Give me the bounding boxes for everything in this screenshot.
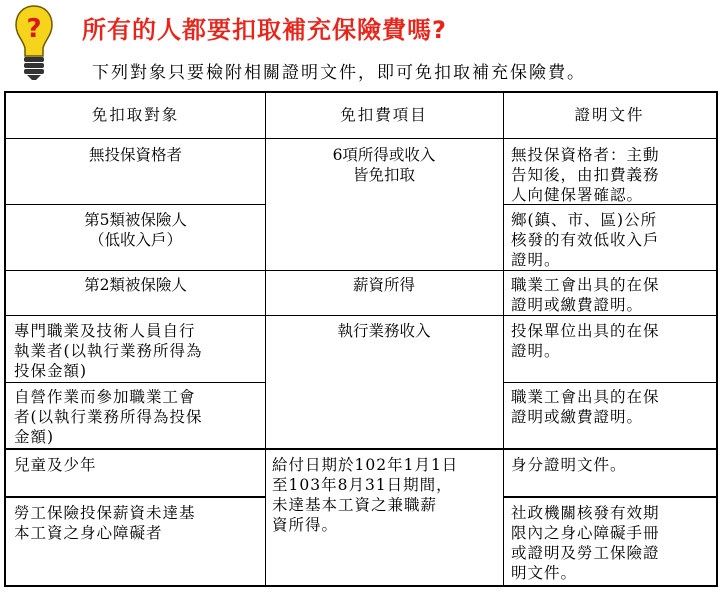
cell-text-line: 執業者(以執行業務所得為 bbox=[14, 342, 203, 360]
cell-text-line: 證明。 bbox=[511, 342, 561, 360]
cell-text-line: 告知後，由扣費義務 bbox=[511, 166, 660, 184]
cell-text-line: （低收入戶） bbox=[88, 231, 182, 249]
lightbulb-question-icon bbox=[14, 4, 54, 82]
cell-text-line: 投保單位出具的在保 bbox=[511, 322, 660, 340]
cell-text-line: 證明或繳費證明。 bbox=[511, 408, 644, 426]
cell-text-line: 專門職業及技術人員自行 bbox=[14, 322, 196, 340]
cell-text-line: 執行業務收入 bbox=[337, 322, 431, 340]
table-rule bbox=[6, 315, 716, 316]
row-6-doc bbox=[511, 455, 716, 475]
cell-text-line: 給付日期於102年1月1日 bbox=[272, 456, 459, 474]
merged-item-rows-1-2 bbox=[265, 145, 503, 185]
row-5-doc bbox=[511, 387, 716, 427]
cell-text-line: 本工資之身心障礙者 bbox=[14, 524, 163, 542]
row-7-target bbox=[14, 503, 265, 543]
cell-text-line: 證明。 bbox=[511, 251, 561, 269]
table-rule bbox=[6, 204, 265, 205]
cell-text-line: 無投保資格者：主動 bbox=[511, 146, 660, 164]
row-3-target bbox=[6, 275, 265, 295]
cell-text-line: 明文件。 bbox=[511, 564, 578, 582]
cell-text-line: 社政機關核發有效期 bbox=[511, 504, 660, 522]
cell-text-line: 資所得。 bbox=[272, 516, 339, 534]
row-2-target bbox=[6, 210, 265, 250]
row-3-item bbox=[265, 275, 503, 295]
row-5-target bbox=[14, 387, 265, 447]
page-subtitle: 下列對象只要檢附相關證明文件，即可免扣取補充保險費。 bbox=[92, 63, 586, 83]
cell-text-line: 鄉(鎮、市、區)公所 bbox=[511, 211, 658, 229]
cell-text-line: 至103年8月31日期間， bbox=[272, 476, 453, 494]
cell-text-line: 金額) bbox=[14, 428, 55, 446]
cell-text-line: 身分證明文件。 bbox=[511, 456, 627, 474]
svg-text:?: ? bbox=[26, 14, 42, 44]
cell-text-line: 兒童及少年 bbox=[14, 456, 97, 474]
header-doc: 證明文件 bbox=[574, 106, 645, 124]
cell-text-line: 自營作業而參加職業工會 bbox=[14, 388, 196, 406]
table-rule bbox=[6, 138, 716, 139]
cell-text-line: 核發的有效低收入戶 bbox=[511, 231, 660, 249]
cell-text-line: 職業工會出具的在保 bbox=[511, 276, 660, 294]
cell-text-line: 職業工會出具的在保 bbox=[511, 388, 660, 406]
row-4-target bbox=[14, 321, 265, 381]
cell-text-line: 第5類被保險人 bbox=[84, 211, 187, 229]
table-rule bbox=[6, 270, 716, 271]
merged-item-rows-4-5 bbox=[265, 321, 503, 341]
row-6-target bbox=[14, 455, 265, 475]
row-3-doc bbox=[511, 275, 716, 315]
row-4-doc bbox=[511, 321, 716, 361]
cell-text-line: 限內之身心障礙手冊 bbox=[511, 524, 660, 542]
header-target: 免扣取對象 bbox=[91, 106, 180, 124]
cell-text-line: 薪資所得 bbox=[352, 276, 415, 294]
page-title: 所有的人都要扣取補充保險費嗎? bbox=[82, 16, 447, 44]
table-rule bbox=[6, 496, 265, 498]
row-1-doc bbox=[511, 145, 716, 205]
row-1-target bbox=[6, 145, 265, 165]
cell-text-line: 人向健保署確認。 bbox=[511, 186, 644, 204]
cell-text-line: 證明或繳費證明。 bbox=[511, 296, 644, 314]
table-rule bbox=[6, 448, 716, 450]
row-2-doc bbox=[511, 210, 716, 270]
table-rule bbox=[6, 382, 265, 383]
cell-text-line: 第2類被保險人 bbox=[84, 276, 187, 294]
exemption-table bbox=[4, 91, 718, 587]
header-item: 免扣費項目 bbox=[340, 106, 428, 124]
table-rule bbox=[503, 382, 716, 383]
table-rule bbox=[503, 496, 716, 498]
cell-text-line: 皆免扣取 bbox=[352, 166, 415, 184]
cell-text-line: 未達基本工資之兼職薪 bbox=[272, 496, 438, 514]
row-7-doc bbox=[511, 503, 716, 583]
cell-text-line: 勞工保險投保薪資未達基 bbox=[14, 504, 196, 522]
merged-item-rows-6-7 bbox=[272, 455, 503, 535]
page-header bbox=[0, 0, 724, 88]
cell-text-line: 者(以執行業務所得為投保 bbox=[14, 408, 203, 426]
table-rule bbox=[503, 93, 504, 585]
cell-text-line: 或證明及勞工保險證 bbox=[511, 544, 660, 562]
cell-text-line: 投保金額) bbox=[14, 362, 88, 380]
cell-text-line: 6項所得或收入 bbox=[332, 146, 436, 164]
cell-text-line: 無投保資格者 bbox=[88, 146, 182, 164]
